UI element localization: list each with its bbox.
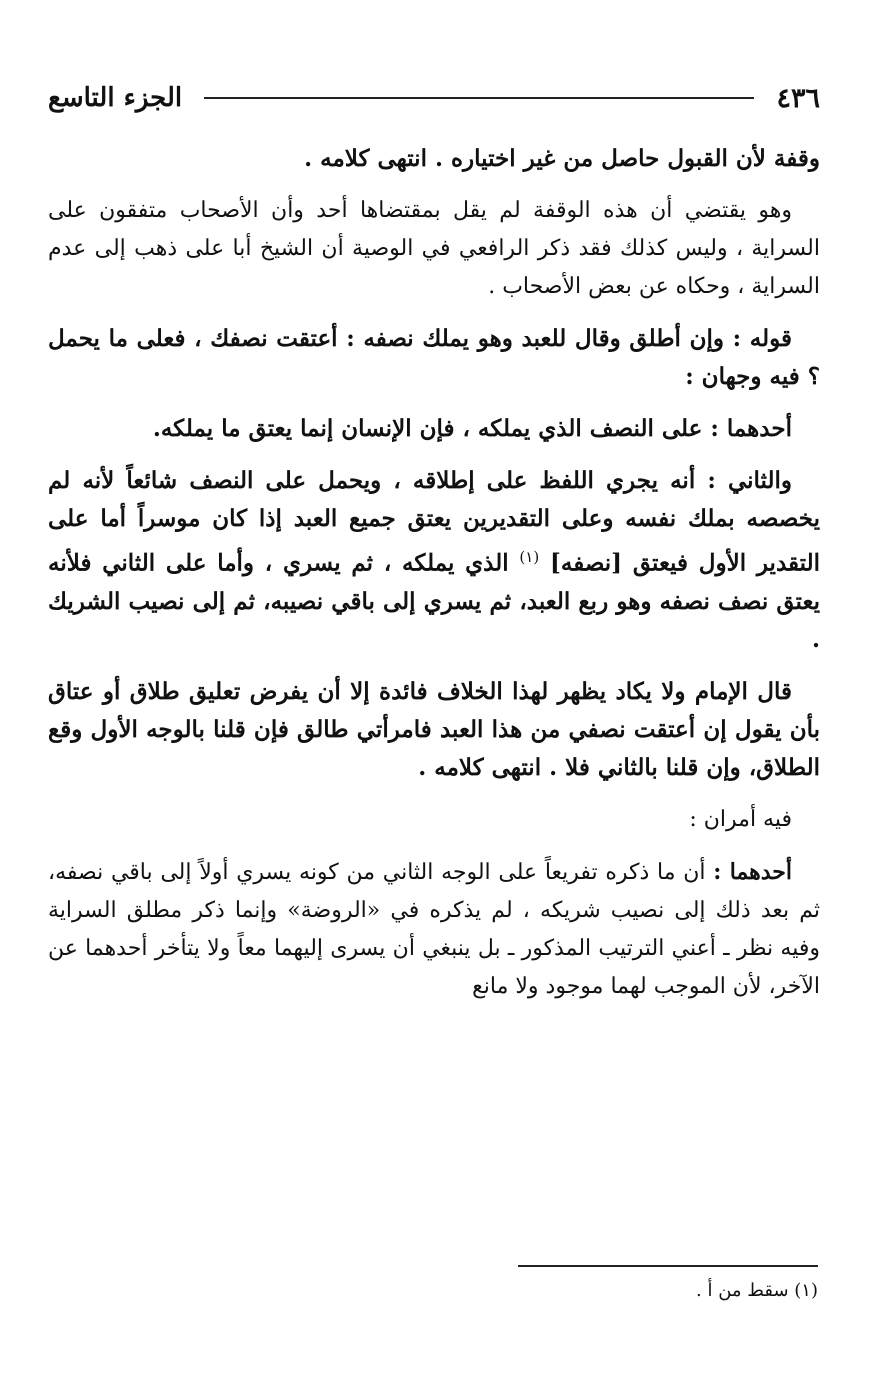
paragraph-text: الذي يملكه ، ثم يسري ، وأما على الثاني فلأنه يعتق نصف نصفه وهو ربع العبد، ثم يسري إلى باقي نصيبه، ثم إلى نصيب الشريك . [48, 549, 820, 653]
header-rule [204, 97, 754, 99]
paragraph [48, 320, 820, 396]
footnote-reference[interactable]: (١) [519, 548, 540, 566]
footnote-rule [518, 1265, 818, 1267]
paragraph [48, 801, 820, 839]
page-header [48, 78, 820, 118]
paragraph [48, 410, 820, 448]
paragraph-text: قوله : وإن أطلق وقال للعبد وهو يملك نصفه : أعتقت نصفك ، فعلى ما يحمل ؟ فيه وجهان : [48, 325, 820, 390]
paragraph-text: وهو يقتضي أن هذه الوقفة لم يقل بمقتضاها أحد وأن الأصحاب متفقون على السراية ، وليس كذلك فقد ذكر الرافعي في الوصية أن الشيخ أبا على ذهب إلى عدم السراية ، وحكاه عن بعض الأصحاب . [48, 198, 820, 299]
paragraph [48, 673, 820, 787]
running-head: الجزء التاسع [48, 83, 183, 113]
paragraph-text: فيه أمران : [689, 806, 792, 832]
paragraph-text: وقفة لأن القبول حاصل من غير اختياره . انتهى كلامه . [304, 145, 820, 172]
paragraph-lead: أحدهما : [713, 858, 792, 885]
page-number: ٤٣٦ [776, 82, 820, 114]
paragraph-text: قال الإمام ولا يكاد يظهر لهذا الخلاف فائدة إلا أن يفرض تعليق طلاق أو عتاق بأن يقول إن أعتقت نصفي من هذا العبد فامرأتي طالق فإن قلنا بالوجه الأول وقع الطلاق، وإن قلنا بالثاني فلا . انتهى كلامه . [48, 677, 820, 781]
footnote: (١) سقط من أ . [696, 1280, 818, 1301]
paragraph [48, 140, 820, 178]
paragraph-text: والثاني : أنه يجري اللفظ على إطلاقه ، ويحمل على النصف شائعاً لأنه لم يخصصه بملك نفسه وعلى التقديرين يعتق جميع العبد إذا كان موسراً أما على التقدير الأول فيعتق [نصفه] [48, 467, 820, 577]
paragraph-text: أن ما ذكره تفريعاً على الوجه الثاني من كونه يسري أولاً إلى باقي نصفه، ثم بعد ذلك إلى نصيب شريكه ، لم يذكره في «الروضة» وإنما ذكر مطلق السراية وفيه نظر ـ أعني الترتيب المذكور ـ بل ينبغي أن يسرى إليهما معاً ولا يتأخر أحدهما عن الآخر، لأن الموجب لهما موجود ولا مانع [48, 859, 820, 999]
paragraph [48, 192, 820, 306]
body-text [48, 140, 820, 1020]
paragraph-text: أحدهما : على النصف الذي يملكه ، فإن الإنسان إنما يعتق ما يملكه. [152, 415, 792, 442]
paragraph [48, 853, 820, 1006]
paragraph [48, 462, 820, 659]
